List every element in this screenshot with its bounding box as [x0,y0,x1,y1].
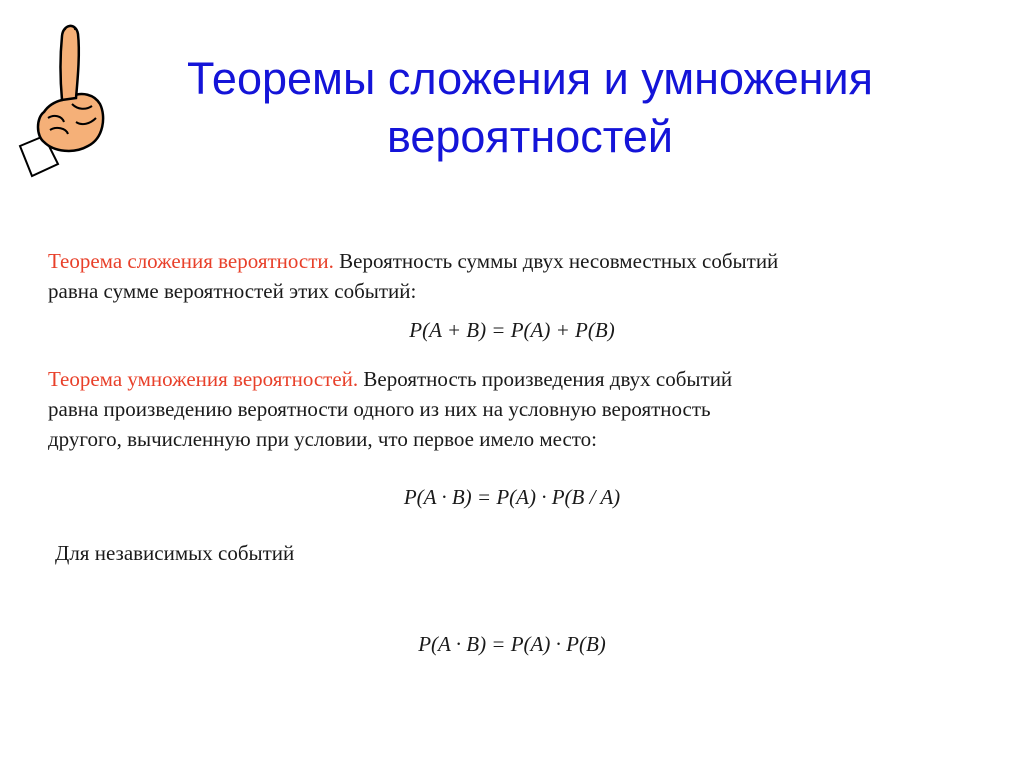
independent-formula: P(A · B) = P(A) · P(B) [418,632,606,656]
multiplication-theorem-text: Вероятность произведения двух событий [358,367,733,391]
slide-title [120,50,940,166]
addition-formula: P(A + B) = P(A) + P(B) [409,318,615,342]
title-line-2: вероятностей [386,111,674,162]
pointing-hand-icon [14,18,110,178]
multiplication-theorem-text-line3: другого, вычисленную при условии, что первое имело место: [48,427,598,451]
multiplication-theorem-lead: Теорема умножения вероятностей. [48,367,359,391]
addition-theorem-lead: Теорема сложения вероятности. [48,249,334,273]
addition-theorem-paragraph [48,246,948,306]
addition-theorem-text-line2: равна сумме вероятностей этих событий: [48,279,417,303]
independent-events-label: Для независимых событий [55,541,295,565]
title-line-1: Теоремы сложения и умножения [186,53,874,104]
addition-theorem-text: Вероятность суммы двух несовместных событий [333,249,779,273]
multiplication-formula: P(A · B) = P(A) · P(B / A) [403,485,621,509]
multiplication-theorem-paragraph [48,364,948,454]
multiplication-theorem-text-line2: равна произведению вероятности одного из них на условную вероятность [48,397,711,421]
